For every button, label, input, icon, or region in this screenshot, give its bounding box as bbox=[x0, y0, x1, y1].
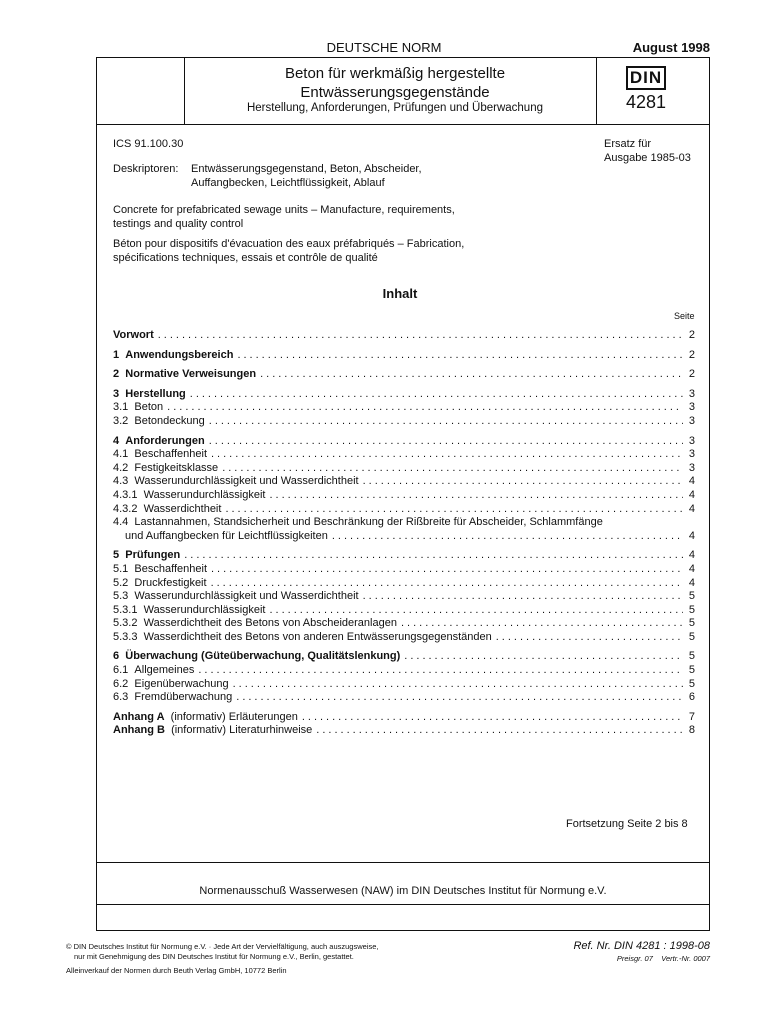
toc-entry bbox=[113, 530, 695, 544]
title-line-1: Beton für werkmäßig hergestellte bbox=[284, 65, 506, 82]
toc-entry bbox=[113, 415, 695, 429]
toc-entry-page: 3 bbox=[688, 387, 695, 400]
toc-leader-dots bbox=[401, 617, 683, 629]
toc-entry-label bbox=[113, 475, 359, 487]
french-title-line-1: Béton pour dispositifs d'évacuation des eaux préfabriqués – Fabrication, bbox=[113, 238, 465, 250]
toc-entry bbox=[113, 711, 695, 725]
toc-heading: Inhalt bbox=[382, 286, 418, 301]
toc-leader-dots bbox=[167, 401, 683, 413]
toc-entry-label bbox=[113, 711, 298, 723]
toc-entry-number: 5.3.1 bbox=[113, 603, 138, 616]
toc-entry bbox=[113, 617, 695, 631]
toc-entry-label bbox=[113, 617, 397, 629]
toc-entry-number: 4.4 bbox=[113, 516, 129, 529]
toc-entry-page: 5 bbox=[688, 650, 695, 663]
toc-leader-dots bbox=[211, 563, 683, 575]
english-title-line-2: testings and quality control bbox=[113, 218, 244, 230]
toc-entry-page: 7 bbox=[688, 710, 695, 723]
norm-type-label: DEUTSCHE NORM bbox=[326, 40, 442, 55]
descriptors bbox=[113, 162, 491, 190]
toc-entry bbox=[113, 503, 695, 517]
toc-entry-title: Druckfestigkeit bbox=[134, 576, 207, 589]
toc-entry bbox=[113, 448, 695, 462]
toc-leader-dots bbox=[225, 503, 683, 515]
toc-leader-dots bbox=[316, 724, 683, 736]
toc-entry bbox=[113, 691, 695, 705]
toc-entry bbox=[113, 549, 695, 563]
title-line-2: Entwässerungsgegenstände bbox=[300, 84, 490, 101]
toc-entry-page: 2 bbox=[688, 368, 695, 381]
toc-entry-title: Anwendungsbereich bbox=[125, 348, 234, 361]
toc-leader-dots bbox=[209, 435, 683, 447]
toc-entry-page: 5 bbox=[688, 664, 695, 677]
toc-entry-number: 3.2 bbox=[113, 414, 129, 427]
toc-entry-number: 5.3.2 bbox=[113, 617, 138, 630]
toc-entry-number: Anhang A bbox=[113, 710, 165, 723]
toc-entry-number: 6.1 bbox=[113, 664, 129, 677]
toc-entry-number: 4.3.2 bbox=[113, 502, 138, 515]
toc-entry-page: 4 bbox=[688, 502, 695, 515]
publication-date: August 1998 bbox=[632, 40, 710, 55]
toc-entry-title: Wasserundurchlässigkeit bbox=[143, 603, 266, 616]
toc-page-column-label: Seite bbox=[674, 311, 695, 321]
toc-entry-page: 2 bbox=[688, 329, 695, 341]
descriptors-line-2: Auffangbecken, Leichtflüssigkeit, Ablauf bbox=[191, 177, 385, 189]
toc-entry-page: 5 bbox=[688, 617, 695, 630]
toc-entry-number: 4 bbox=[113, 434, 120, 447]
toc-entry-number: 4.3 bbox=[113, 475, 129, 488]
toc-entry-title: (informativ) Literaturhinweise bbox=[171, 724, 313, 737]
copyright-line-1: © DIN Deutsches Institut für Normung e.V. · Jede Art der Vervielfältigung, auch auszugsweise, bbox=[66, 942, 379, 951]
ersatz-block bbox=[604, 137, 704, 165]
toc-entry-title: Betondeckung bbox=[134, 414, 205, 427]
toc-entry bbox=[113, 664, 695, 678]
toc-entry bbox=[113, 590, 695, 604]
toc-entry-title: Wasserdichtheit des Betons von anderen Entwässerungsgegenständen bbox=[143, 630, 492, 643]
toc-leader-dots bbox=[363, 590, 683, 602]
ersatz-line-1: Ersatz für bbox=[604, 138, 652, 150]
toc-entry-title: (informativ) Erläuterungen bbox=[170, 710, 298, 723]
toc-entry-label bbox=[113, 549, 180, 561]
toc-entry-title: Beschaffenheit bbox=[134, 562, 207, 575]
toc-entry-label bbox=[113, 664, 194, 676]
toc-entry-page: 3 bbox=[688, 448, 695, 461]
reference-number: Ref. Nr. DIN 4281 : 1998-08 bbox=[573, 940, 710, 952]
toc-entry bbox=[113, 631, 695, 645]
toc-entry-label bbox=[113, 462, 218, 474]
toc-entry-page: 3 bbox=[688, 461, 695, 474]
toc-entry-title: Lastannahmen, Standsicherheit und Beschränkung der Rißbreite für Abscheider, Schlammfänge bbox=[134, 516, 603, 529]
toc-entry-title: Wasserundurchlässigkeit und Wasserdichtheit bbox=[134, 590, 359, 603]
toc-entry-number: 6.3 bbox=[113, 691, 129, 704]
toc-entry-label bbox=[113, 650, 400, 662]
toc-entry-title: Herstellung bbox=[125, 387, 186, 400]
toc-entry-title: Beschaffenheit bbox=[134, 448, 207, 461]
toc-entry-number: 4.1 bbox=[113, 448, 129, 461]
toc-entry bbox=[113, 329, 695, 343]
toc-leader-dots bbox=[237, 349, 683, 361]
toc-leader-dots bbox=[233, 678, 683, 690]
toc-entry-label bbox=[113, 691, 232, 703]
toc-entry-label bbox=[113, 503, 221, 515]
toc-entry bbox=[113, 462, 695, 476]
toc-entry bbox=[113, 724, 695, 738]
toc-leader-dots bbox=[158, 329, 683, 341]
toc-entry bbox=[113, 516, 695, 530]
continuation-note: Fortsetzung Seite 2 bis 8 bbox=[566, 818, 688, 830]
toc-entry bbox=[113, 388, 695, 402]
toc-entry-number: 5.3.3 bbox=[113, 630, 138, 643]
toc-leader-dots bbox=[209, 415, 683, 427]
toc-entry-number: Anhang B bbox=[113, 724, 165, 737]
header-divider bbox=[97, 124, 709, 125]
toc-entry-number: 5.1 bbox=[113, 562, 129, 575]
toc-entry bbox=[113, 435, 695, 449]
toc-leader-dots bbox=[404, 650, 683, 662]
toc-entry-page: 2 bbox=[688, 348, 695, 361]
toc-entry-title: Normative Verweisungen bbox=[125, 368, 257, 381]
toc-entry-label bbox=[113, 388, 186, 400]
din-number: 4281 bbox=[625, 92, 667, 112]
din-logo-text: DIN bbox=[629, 68, 663, 87]
copyright-line-2: nur mit Genehmigung des DIN Deutsches Institut für Normung e.V., Berlin, gestattet. bbox=[74, 952, 354, 961]
toc-entry-page: 4 bbox=[688, 488, 695, 501]
toc-entry-number: 6.2 bbox=[113, 677, 129, 690]
toc-entry-title: Wasserundurchlässigkeit bbox=[143, 488, 266, 501]
toc-entry bbox=[113, 368, 695, 382]
toc-entry-label bbox=[113, 604, 265, 616]
toc-entry-label bbox=[125, 530, 328, 542]
toc-entry-number: 3.1 bbox=[113, 401, 129, 414]
toc-entry-page: 5 bbox=[688, 603, 695, 616]
toc-entry-number: 2 bbox=[113, 368, 120, 381]
toc-entry-number: 4.3.1 bbox=[113, 488, 138, 501]
toc-entry-number: 4.2 bbox=[113, 461, 129, 474]
toc-entry-page: 3 bbox=[688, 414, 695, 427]
toc-entry bbox=[113, 401, 695, 415]
toc-entry-number: 5.3 bbox=[113, 590, 129, 603]
english-title-line-1: Concrete for prefabricated sewage units – Manufacture, requirements, bbox=[113, 204, 455, 216]
committee-line: Normenausschuß Wasserwesen (NAW) im DIN Deutsches Institut für Normung e.V. bbox=[199, 885, 607, 897]
toc-entry bbox=[113, 349, 695, 363]
toc-entry bbox=[113, 604, 695, 618]
toc-entry-label bbox=[113, 368, 256, 380]
toc-entry bbox=[113, 678, 695, 692]
toc-leader-dots bbox=[198, 664, 683, 676]
toc-leader-dots bbox=[332, 530, 683, 542]
toc-entry-title: und Auffangbecken für Leichtflüssigkeiten bbox=[125, 529, 328, 542]
toc-entry bbox=[113, 475, 695, 489]
toc-entry bbox=[113, 650, 695, 664]
toc-entry-title: Prüfungen bbox=[125, 549, 181, 562]
price-group: Preisgr. 07 bbox=[616, 954, 653, 963]
toc-entry-page: 4 bbox=[688, 529, 695, 542]
toc-entry-label bbox=[113, 590, 359, 602]
toc-entry-number: 6 bbox=[113, 650, 120, 663]
toc-leader-dots bbox=[302, 711, 683, 723]
toc-entry-label bbox=[113, 678, 229, 690]
toc-entry-number: 1 bbox=[113, 348, 120, 361]
table-of-contents bbox=[113, 329, 695, 738]
din-logo bbox=[626, 66, 666, 90]
toc-entry-number: 3 bbox=[113, 387, 120, 400]
toc-entry-title: Festigkeitsklasse bbox=[134, 461, 219, 474]
copyright-notice bbox=[66, 942, 496, 962]
descriptors-label: Deskriptoren: bbox=[113, 163, 179, 175]
toc-leader-dots bbox=[269, 604, 683, 616]
toc-entry-page: 4 bbox=[688, 562, 695, 575]
toc-entry-page: 4 bbox=[688, 576, 695, 589]
toc-entry-label bbox=[113, 489, 265, 501]
english-title bbox=[113, 203, 553, 231]
toc-leader-dots bbox=[222, 462, 683, 474]
subtitle: Herstellung, Anforderungen, Prüfungen und Überwachung bbox=[246, 102, 543, 114]
toc-entry-label bbox=[113, 415, 205, 427]
toc-entry-label bbox=[113, 448, 207, 460]
toc-entry-page: 4 bbox=[688, 549, 695, 562]
toc-entry-title: Wasserdichtheit des Betons von Abscheideranlagen bbox=[143, 617, 397, 630]
committee-top-divider bbox=[97, 862, 709, 863]
ersatz-line-2: Ausgabe 1985-03 bbox=[604, 152, 691, 164]
toc-entry-label bbox=[113, 563, 207, 575]
distribution-number: Vertr.-Nr. 0007 bbox=[661, 954, 710, 963]
toc-entry-label bbox=[113, 577, 207, 589]
toc-entry-page: 5 bbox=[688, 590, 695, 603]
toc-leader-dots bbox=[260, 368, 683, 380]
price-info bbox=[617, 954, 710, 963]
toc-entry-number: 5 bbox=[113, 549, 120, 562]
toc-leader-dots bbox=[184, 549, 683, 561]
toc-entry-label bbox=[113, 349, 233, 361]
sales-notice: Alleinverkauf der Normen durch Beuth Verlag GmbH, 10772 Berlin bbox=[66, 966, 287, 975]
toc-entry bbox=[113, 563, 695, 577]
toc-entry-label bbox=[113, 631, 492, 643]
french-title-line-2: spécifications techniques, essais et contrôle de qualité bbox=[113, 252, 378, 264]
toc-entry bbox=[113, 489, 695, 503]
toc-entry-page: 3 bbox=[688, 401, 695, 414]
descriptors-line-1: Entwässerungsgegenstand, Beton, Abscheider, bbox=[191, 163, 422, 175]
french-title bbox=[113, 237, 553, 265]
toc-entry-title: Anforderungen bbox=[125, 434, 205, 447]
toc-entry-label bbox=[113, 724, 312, 736]
toc-entry-number: 5.2 bbox=[113, 576, 129, 589]
toc-entry-title: Fremdüberwachung bbox=[134, 691, 233, 704]
toc-entry-page: 5 bbox=[688, 630, 695, 643]
toc-entry-page: 6 bbox=[688, 691, 695, 704]
toc-leader-dots bbox=[211, 448, 683, 460]
toc-entry-title: Beton bbox=[134, 401, 164, 414]
toc-leader-dots bbox=[363, 475, 683, 487]
committee-bottom-divider bbox=[97, 904, 709, 905]
toc-leader-dots bbox=[496, 631, 683, 643]
toc-entry-title: Wasserdichtheit bbox=[143, 502, 222, 515]
ics-code: ICS 91.100.30 bbox=[113, 138, 184, 150]
toc-entry-title: Wasserundurchlässigkeit und Wasserdichtheit bbox=[134, 475, 359, 488]
toc-leader-dots bbox=[269, 489, 683, 501]
toc-entry-label bbox=[113, 516, 603, 528]
toc-entry-page: 3 bbox=[688, 434, 695, 447]
toc-entry-page: 4 bbox=[688, 475, 695, 488]
toc-leader-dots bbox=[190, 388, 683, 400]
toc-entry-title: Allgemeines bbox=[134, 664, 195, 677]
toc-entry-label bbox=[113, 329, 154, 341]
toc-entry-title: Überwachung (Güteüberwachung, Qualitätslenkung) bbox=[125, 650, 401, 663]
toc-leader-dots bbox=[236, 691, 683, 703]
toc-entry-page: 8 bbox=[688, 724, 695, 737]
toc-leader-dots bbox=[211, 577, 683, 589]
toc-entry-label bbox=[113, 401, 163, 413]
toc-entry-title: Eigenüberwachung bbox=[134, 677, 229, 690]
toc-entry-label bbox=[113, 435, 205, 447]
toc-entry-page: 5 bbox=[688, 677, 695, 690]
toc-entry bbox=[113, 577, 695, 591]
toc-entry-title: Vorwort bbox=[113, 329, 154, 341]
